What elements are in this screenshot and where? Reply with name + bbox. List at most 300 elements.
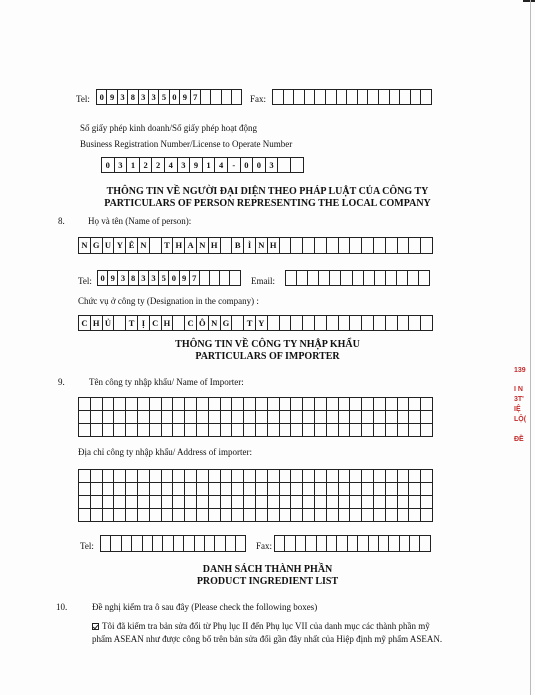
input-box[interactable]: [197, 496, 209, 509]
input-box[interactable]: [421, 315, 433, 331]
input-box[interactable]: [162, 424, 174, 437]
input-box[interactable]: [358, 89, 369, 105]
input-box[interactable]: [79, 424, 91, 437]
input-box[interactable]: [163, 535, 173, 552]
input-box[interactable]: [303, 237, 315, 254]
input-box[interactable]: [409, 315, 421, 331]
input-box[interactable]: [138, 470, 150, 483]
input-box[interactable]: [315, 509, 327, 522]
input-box[interactable]: T: [162, 237, 174, 254]
input-box[interactable]: [114, 411, 126, 424]
input-box[interactable]: [315, 398, 327, 411]
input-box[interactable]: [386, 315, 398, 331]
input-box[interactable]: [386, 398, 398, 411]
input-box[interactable]: [398, 470, 410, 483]
input-box[interactable]: [143, 535, 153, 552]
input-box[interactable]: 7: [190, 270, 200, 286]
input-box[interactable]: [350, 483, 362, 496]
input-box[interactable]: [398, 509, 410, 522]
input-box[interactable]: [374, 315, 386, 331]
input-box[interactable]: [185, 398, 197, 411]
input-box[interactable]: -: [228, 157, 241, 173]
input-box[interactable]: [162, 470, 174, 483]
input-box[interactable]: C: [185, 315, 197, 331]
input-box[interactable]: [79, 483, 91, 496]
input-box[interactable]: 3: [266, 157, 279, 173]
input-box[interactable]: [244, 496, 256, 509]
input-box[interactable]: [244, 411, 256, 424]
input-box[interactable]: [162, 509, 174, 522]
input-box[interactable]: [185, 509, 197, 522]
input-box[interactable]: 0: [98, 270, 108, 286]
input-box[interactable]: 8: [129, 270, 139, 286]
input-box[interactable]: [327, 237, 339, 254]
input-box[interactable]: [209, 398, 221, 411]
input-box[interactable]: [185, 424, 197, 437]
input-box[interactable]: [369, 535, 379, 552]
input-box[interactable]: Y: [114, 237, 126, 254]
input-box[interactable]: [114, 509, 126, 522]
input-box[interactable]: [327, 483, 339, 496]
input-box[interactable]: H: [162, 315, 174, 331]
input-box[interactable]: [232, 509, 244, 522]
input-box[interactable]: [221, 411, 233, 424]
input-box[interactable]: [138, 424, 150, 437]
input-box[interactable]: [368, 89, 379, 105]
input-box[interactable]: [409, 496, 421, 509]
input-box[interactable]: Y: [256, 315, 268, 331]
input-box[interactable]: [209, 496, 221, 509]
input-box[interactable]: [347, 89, 358, 105]
input-box[interactable]: [256, 496, 268, 509]
input-box[interactable]: [291, 237, 303, 254]
input-box[interactable]: [374, 411, 386, 424]
input-box[interactable]: [268, 483, 280, 496]
input-box[interactable]: [256, 411, 268, 424]
input-box[interactable]: T: [126, 315, 138, 331]
input-box[interactable]: C: [79, 315, 91, 331]
input-box[interactable]: [184, 535, 194, 552]
input-box[interactable]: [197, 398, 209, 411]
input-box[interactable]: [209, 424, 221, 437]
input-box[interactable]: N: [256, 237, 268, 254]
input-box[interactable]: [236, 535, 246, 552]
input-box[interactable]: T: [244, 315, 256, 331]
input-box[interactable]: [315, 424, 327, 437]
input-box[interactable]: C: [150, 315, 162, 331]
input-box[interactable]: [303, 496, 315, 509]
input-box[interactable]: [339, 496, 351, 509]
input-box[interactable]: [280, 315, 292, 331]
input-box[interactable]: [138, 398, 150, 411]
input-box[interactable]: [409, 398, 421, 411]
input-box[interactable]: [420, 535, 430, 552]
input-box[interactable]: [79, 470, 91, 483]
input-box[interactable]: [362, 315, 374, 331]
input-box[interactable]: [162, 398, 174, 411]
input-box[interactable]: [280, 509, 292, 522]
input-box[interactable]: [327, 509, 339, 522]
input-box[interactable]: 3: [149, 270, 159, 286]
input-box[interactable]: [150, 470, 162, 483]
input-box[interactable]: [114, 315, 126, 331]
input-box[interactable]: [280, 237, 292, 254]
input-box[interactable]: [280, 398, 292, 411]
input-box[interactable]: [421, 470, 433, 483]
input-box[interactable]: [185, 483, 197, 496]
input-box[interactable]: [315, 315, 327, 331]
input-box[interactable]: [339, 470, 351, 483]
input-box[interactable]: [386, 424, 398, 437]
input-box[interactable]: 0: [241, 157, 254, 173]
input-box[interactable]: [408, 270, 419, 286]
input-box[interactable]: [362, 483, 374, 496]
input-box[interactable]: [173, 315, 185, 331]
input-box[interactable]: [362, 237, 374, 254]
input-box[interactable]: [111, 535, 121, 552]
input-box[interactable]: [103, 483, 115, 496]
input-box[interactable]: [339, 424, 351, 437]
input-box[interactable]: U: [103, 237, 115, 254]
input-box[interactable]: [215, 535, 225, 552]
input-box[interactable]: [232, 398, 244, 411]
input-box[interactable]: [337, 89, 348, 105]
input-box[interactable]: [419, 270, 430, 286]
input-box[interactable]: N: [138, 237, 150, 254]
input-box[interactable]: [197, 424, 209, 437]
input-box[interactable]: [315, 470, 327, 483]
input-box[interactable]: 9: [180, 270, 190, 286]
input-box[interactable]: [79, 496, 91, 509]
input-box[interactable]: [91, 398, 103, 411]
input-box[interactable]: [126, 509, 138, 522]
input-box[interactable]: [275, 535, 285, 552]
input-box[interactable]: [210, 270, 220, 286]
input-box[interactable]: 0: [102, 157, 115, 173]
input-box[interactable]: [315, 496, 327, 509]
input-box[interactable]: 9: [108, 270, 118, 286]
input-box[interactable]: [197, 483, 209, 496]
input-box[interactable]: [138, 509, 150, 522]
input-box[interactable]: G: [221, 315, 233, 331]
input-box[interactable]: [362, 509, 374, 522]
input-box[interactable]: [209, 509, 221, 522]
input-box[interactable]: [173, 411, 185, 424]
input-box[interactable]: [126, 496, 138, 509]
input-box[interactable]: [421, 89, 432, 105]
input-box[interactable]: [280, 470, 292, 483]
input-box[interactable]: [339, 315, 351, 331]
input-box[interactable]: [286, 270, 297, 286]
importer-name-boxes[interactable]: [78, 397, 433, 437]
input-box[interactable]: [79, 398, 91, 411]
input-box[interactable]: [327, 496, 339, 509]
input-box[interactable]: [339, 398, 351, 411]
input-box[interactable]: [379, 535, 389, 552]
input-box[interactable]: [244, 483, 256, 496]
input-box[interactable]: [162, 411, 174, 424]
input-box[interactable]: [400, 535, 410, 552]
input-box[interactable]: [421, 496, 433, 509]
input-box[interactable]: [291, 398, 303, 411]
input-box[interactable]: [150, 483, 162, 496]
input-box[interactable]: [173, 496, 185, 509]
input-box[interactable]: [306, 535, 316, 552]
input-box[interactable]: [421, 237, 433, 254]
designation-boxes[interactable]: [78, 315, 433, 331]
input-box[interactable]: [386, 270, 397, 286]
input-box[interactable]: [297, 270, 308, 286]
input-box[interactable]: [291, 483, 303, 496]
input-box[interactable]: G: [91, 237, 103, 254]
input-box[interactable]: [221, 509, 233, 522]
input-box[interactable]: [256, 483, 268, 496]
input-box[interactable]: [232, 496, 244, 509]
input-box[interactable]: [173, 483, 185, 496]
input-box[interactable]: [411, 89, 422, 105]
input-box[interactable]: [303, 470, 315, 483]
input-box[interactable]: [230, 270, 240, 286]
input-box[interactable]: [409, 483, 421, 496]
input-box[interactable]: [339, 483, 351, 496]
declaration-checkbox[interactable]: [92, 623, 99, 630]
input-box[interactable]: [268, 470, 280, 483]
input-box[interactable]: [122, 535, 132, 552]
input-box[interactable]: [150, 411, 162, 424]
input-box[interactable]: [126, 483, 138, 496]
input-box[interactable]: 3: [118, 270, 128, 286]
input-box[interactable]: [126, 411, 138, 424]
input-box[interactable]: [268, 509, 280, 522]
input-box[interactable]: 0: [170, 89, 180, 105]
input-box[interactable]: [350, 424, 362, 437]
input-box[interactable]: [195, 535, 205, 552]
input-box[interactable]: [103, 496, 115, 509]
input-box[interactable]: [256, 424, 268, 437]
input-box[interactable]: 5: [159, 89, 169, 105]
input-box[interactable]: [398, 237, 410, 254]
input-box[interactable]: [350, 315, 362, 331]
input-box[interactable]: [200, 270, 210, 286]
input-box[interactable]: [103, 411, 115, 424]
input-box[interactable]: [197, 509, 209, 522]
input-box[interactable]: [386, 496, 398, 509]
input-box[interactable]: [350, 470, 362, 483]
importer-fax-boxes[interactable]: [274, 535, 431, 552]
input-box[interactable]: [126, 398, 138, 411]
input-box[interactable]: [291, 411, 303, 424]
input-box[interactable]: [409, 509, 421, 522]
input-box[interactable]: [374, 483, 386, 496]
input-box[interactable]: 1: [127, 157, 140, 173]
input-box[interactable]: [398, 315, 410, 331]
input-box[interactable]: [162, 483, 174, 496]
input-box[interactable]: [315, 237, 327, 254]
input-box[interactable]: [153, 535, 163, 552]
input-box[interactable]: [232, 470, 244, 483]
input-box[interactable]: [400, 89, 411, 105]
input-box[interactable]: [421, 411, 433, 424]
input-box[interactable]: [327, 424, 339, 437]
input-box[interactable]: [232, 315, 244, 331]
input-box[interactable]: [327, 315, 339, 331]
input-box[interactable]: [150, 509, 162, 522]
input-box[interactable]: [101, 535, 111, 552]
input-box[interactable]: [386, 509, 398, 522]
input-box[interactable]: [114, 398, 126, 411]
input-box[interactable]: [362, 424, 374, 437]
input-box[interactable]: [221, 496, 233, 509]
input-box[interactable]: Ì: [244, 237, 256, 254]
input-box[interactable]: [91, 411, 103, 424]
input-box[interactable]: [389, 535, 399, 552]
input-box[interactable]: [327, 535, 337, 552]
input-box[interactable]: [339, 411, 351, 424]
input-box[interactable]: [303, 483, 315, 496]
input-box[interactable]: [353, 270, 364, 286]
input-box[interactable]: [327, 470, 339, 483]
input-box[interactable]: [114, 483, 126, 496]
input-box[interactable]: [284, 89, 295, 105]
input-box[interactable]: [103, 509, 115, 522]
input-box[interactable]: [273, 89, 284, 105]
input-box[interactable]: [303, 315, 315, 331]
input-box[interactable]: [173, 398, 185, 411]
input-box[interactable]: 9: [180, 89, 190, 105]
input-box[interactable]: [409, 411, 421, 424]
tel-number-boxes[interactable]: [96, 89, 242, 105]
input-box[interactable]: [386, 237, 398, 254]
input-box[interactable]: [256, 509, 268, 522]
input-box[interactable]: [91, 496, 103, 509]
input-box[interactable]: [201, 89, 211, 105]
input-box[interactable]: 3: [115, 157, 128, 173]
input-box[interactable]: 3: [149, 89, 159, 105]
input-box[interactable]: [386, 470, 398, 483]
input-box[interactable]: [398, 398, 410, 411]
input-box[interactable]: [91, 470, 103, 483]
input-box[interactable]: [374, 496, 386, 509]
input-box[interactable]: [256, 398, 268, 411]
input-box[interactable]: [375, 270, 386, 286]
input-box[interactable]: [379, 89, 390, 105]
input-box[interactable]: [291, 157, 304, 173]
input-box[interactable]: [315, 411, 327, 424]
input-box[interactable]: [114, 470, 126, 483]
input-box[interactable]: [244, 509, 256, 522]
input-box[interactable]: [280, 496, 292, 509]
input-box[interactable]: [232, 424, 244, 437]
input-box[interactable]: A: [185, 237, 197, 254]
input-box[interactable]: [337, 535, 347, 552]
input-box[interactable]: Ê: [126, 237, 138, 254]
input-box[interactable]: [308, 270, 319, 286]
importer-tel-boxes[interactable]: [100, 535, 246, 552]
input-box[interactable]: N: [209, 315, 221, 331]
input-box[interactable]: [138, 411, 150, 424]
input-box[interactable]: [114, 496, 126, 509]
input-box[interactable]: [303, 411, 315, 424]
input-box[interactable]: [409, 424, 421, 437]
input-box[interactable]: [409, 237, 421, 254]
input-box[interactable]: [421, 509, 433, 522]
input-box[interactable]: [173, 470, 185, 483]
input-box[interactable]: [103, 424, 115, 437]
input-box[interactable]: [374, 424, 386, 437]
input-box[interactable]: 0: [253, 157, 266, 173]
input-box[interactable]: [386, 411, 398, 424]
input-box[interactable]: [150, 424, 162, 437]
input-box[interactable]: [398, 411, 410, 424]
input-box[interactable]: [209, 470, 221, 483]
input-box[interactable]: [305, 89, 316, 105]
input-box[interactable]: N: [197, 237, 209, 254]
input-box[interactable]: [350, 509, 362, 522]
input-box[interactable]: [327, 398, 339, 411]
input-box[interactable]: [362, 411, 374, 424]
input-box[interactable]: [327, 411, 339, 424]
input-box[interactable]: [291, 315, 303, 331]
input-box[interactable]: [421, 483, 433, 496]
input-box[interactable]: [185, 411, 197, 424]
input-box[interactable]: [317, 535, 327, 552]
input-box[interactable]: [209, 483, 221, 496]
input-box[interactable]: 4: [215, 157, 228, 173]
input-box[interactable]: [386, 483, 398, 496]
input-box[interactable]: [268, 424, 280, 437]
input-box[interactable]: [209, 411, 221, 424]
input-box[interactable]: [211, 89, 221, 105]
input-box[interactable]: [226, 535, 236, 552]
input-box[interactable]: [197, 411, 209, 424]
input-box[interactable]: 3: [139, 89, 149, 105]
input-box[interactable]: [350, 496, 362, 509]
input-box[interactable]: 4: [165, 157, 178, 173]
input-box[interactable]: [221, 483, 233, 496]
input-box[interactable]: [358, 535, 368, 552]
input-box[interactable]: [330, 270, 341, 286]
input-box[interactable]: [79, 509, 91, 522]
importer-address-boxes[interactable]: [78, 469, 433, 522]
input-box[interactable]: 3: [178, 157, 191, 173]
input-box[interactable]: [103, 470, 115, 483]
input-box[interactable]: 2: [140, 157, 153, 173]
input-box[interactable]: 5: [159, 270, 169, 286]
input-box[interactable]: [232, 411, 244, 424]
input-box[interactable]: [150, 398, 162, 411]
input-box[interactable]: [244, 424, 256, 437]
input-box[interactable]: [374, 237, 386, 254]
input-box[interactable]: [291, 509, 303, 522]
input-box[interactable]: [362, 398, 374, 411]
input-box[interactable]: [350, 398, 362, 411]
input-box[interactable]: Ị: [138, 315, 150, 331]
input-box[interactable]: [339, 509, 351, 522]
input-box[interactable]: [303, 398, 315, 411]
input-box[interactable]: [268, 411, 280, 424]
input-box[interactable]: [222, 89, 232, 105]
input-box[interactable]: [221, 424, 233, 437]
input-box[interactable]: 8: [128, 89, 138, 105]
input-box[interactable]: [291, 424, 303, 437]
input-box[interactable]: [126, 424, 138, 437]
input-box[interactable]: [221, 398, 233, 411]
input-box[interactable]: [303, 424, 315, 437]
input-box[interactable]: [280, 424, 292, 437]
input-box[interactable]: 1: [203, 157, 216, 173]
input-box[interactable]: [91, 509, 103, 522]
input-box[interactable]: [362, 470, 374, 483]
